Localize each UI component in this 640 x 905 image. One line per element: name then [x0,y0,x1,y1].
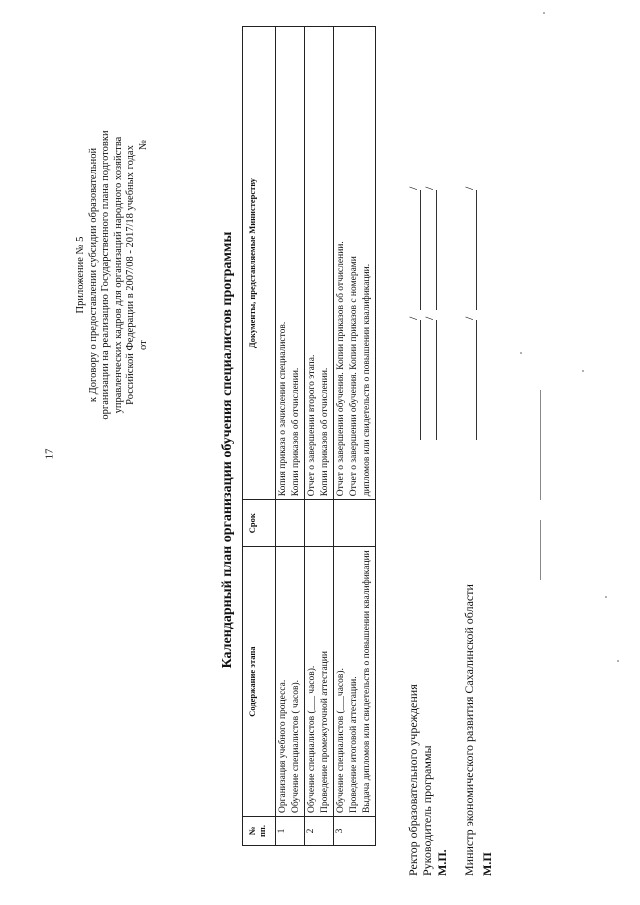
appendix-number-label: № [137,139,149,150]
docs-cell [305,27,334,500]
minister-label: Министр экономического развития Сахалинской области [462,584,476,876]
docs-line: Копии приказов об отчислении. [291,367,301,497]
scan-speck [520,352,522,354]
page-number: 17 [43,448,56,460]
signature-slash: / [406,186,420,190]
signature-line [420,190,421,310]
scan-speck [543,12,545,14]
row-number: 2 [305,817,334,846]
stamp-label-1: М.П. [435,849,449,876]
appendix-title: Приложение № 5 [75,236,86,314]
signature-line [420,320,421,440]
stray-line [540,390,541,500]
scan-speck [617,660,619,662]
stage-cell [276,547,305,817]
header-docs: Документы, представляемые Министерству [243,27,276,500]
table-row [276,27,305,846]
header-term: Срок [243,500,276,547]
stamp-label-2: М.П [480,852,494,876]
appendix-line: управленческих кадров для организаций народного хозяйства [112,136,124,414]
signature-slash: / [462,186,476,190]
term-cell [276,500,305,547]
docs-line: дипломов или свидетельств о повышении квалификации. [362,263,372,497]
row-number: 3 [334,817,376,846]
appendix-header [75,60,151,490]
signature-line [436,190,437,310]
header-stage: Содержание этапа [243,547,276,817]
docs-line: Копии приказов об отчислении. [320,367,330,497]
appendix-line: Российской Федерации в 2007/08 - 2017/18 учебных годах [125,145,136,405]
row-number: 1 [276,817,305,846]
signature-line [436,320,437,440]
appendix-from-label: от [137,340,149,350]
calendar-plan-table [242,26,376,846]
stage-line: Обучение специалистов ( часов). [291,679,301,813]
rotated-sheet [70,20,640,880]
docs-cell [276,27,305,500]
signature-line [476,320,477,440]
docs-line: Копия приказа о зачислении специалистов. [278,321,288,497]
appendix-line: к Договору о предоставлении субсидии образовательной [87,147,99,403]
signature-slash: / [422,186,436,190]
stage-line: Организация учебного процесса. [278,679,288,813]
stray-line [540,520,541,580]
term-cell [334,500,376,547]
docs-line: Отчет о завершении второго этапа. [307,354,317,497]
table-row [305,27,334,846]
stage-line: Обучение специалистов (___часов). [336,668,346,813]
appendix-line: организации на реализацию Государственного плана подготовки [100,130,111,420]
term-cell [305,500,334,547]
signature-slash: / [422,316,436,320]
header-no: № пп. [243,817,276,846]
page-title: Календарный план организации обучения специалистов программы [220,231,235,669]
stage-line: Проведение итоговой аттестации. [349,676,359,813]
docs-line: Отчет о завершении обучения. Копии приказов с номерами [349,256,359,497]
rector-label: Ректор образовательного учреждения [406,684,420,876]
stage-cell [334,547,376,817]
signature-line [476,190,477,310]
stage-line: Обучение специалистов (___ часов). [307,665,317,813]
table-row [334,27,376,846]
table-header-row [243,27,276,846]
stage-line: Проведение промежуточной аттестации [320,651,330,813]
signature-slash: / [462,316,476,320]
stage-cell [305,547,334,817]
docs-cell [334,27,376,500]
scan-speck [605,596,607,598]
signature-slash: / [406,316,420,320]
scan-speck [582,370,584,372]
docs-line: Отчет о завершении обучения. Копии приказов об отчислении. [336,241,346,497]
program-head-label: Руководитель программы [420,745,434,876]
stage-line: Выдача дипломов или свидетельств о повышении квалификации [362,550,372,813]
